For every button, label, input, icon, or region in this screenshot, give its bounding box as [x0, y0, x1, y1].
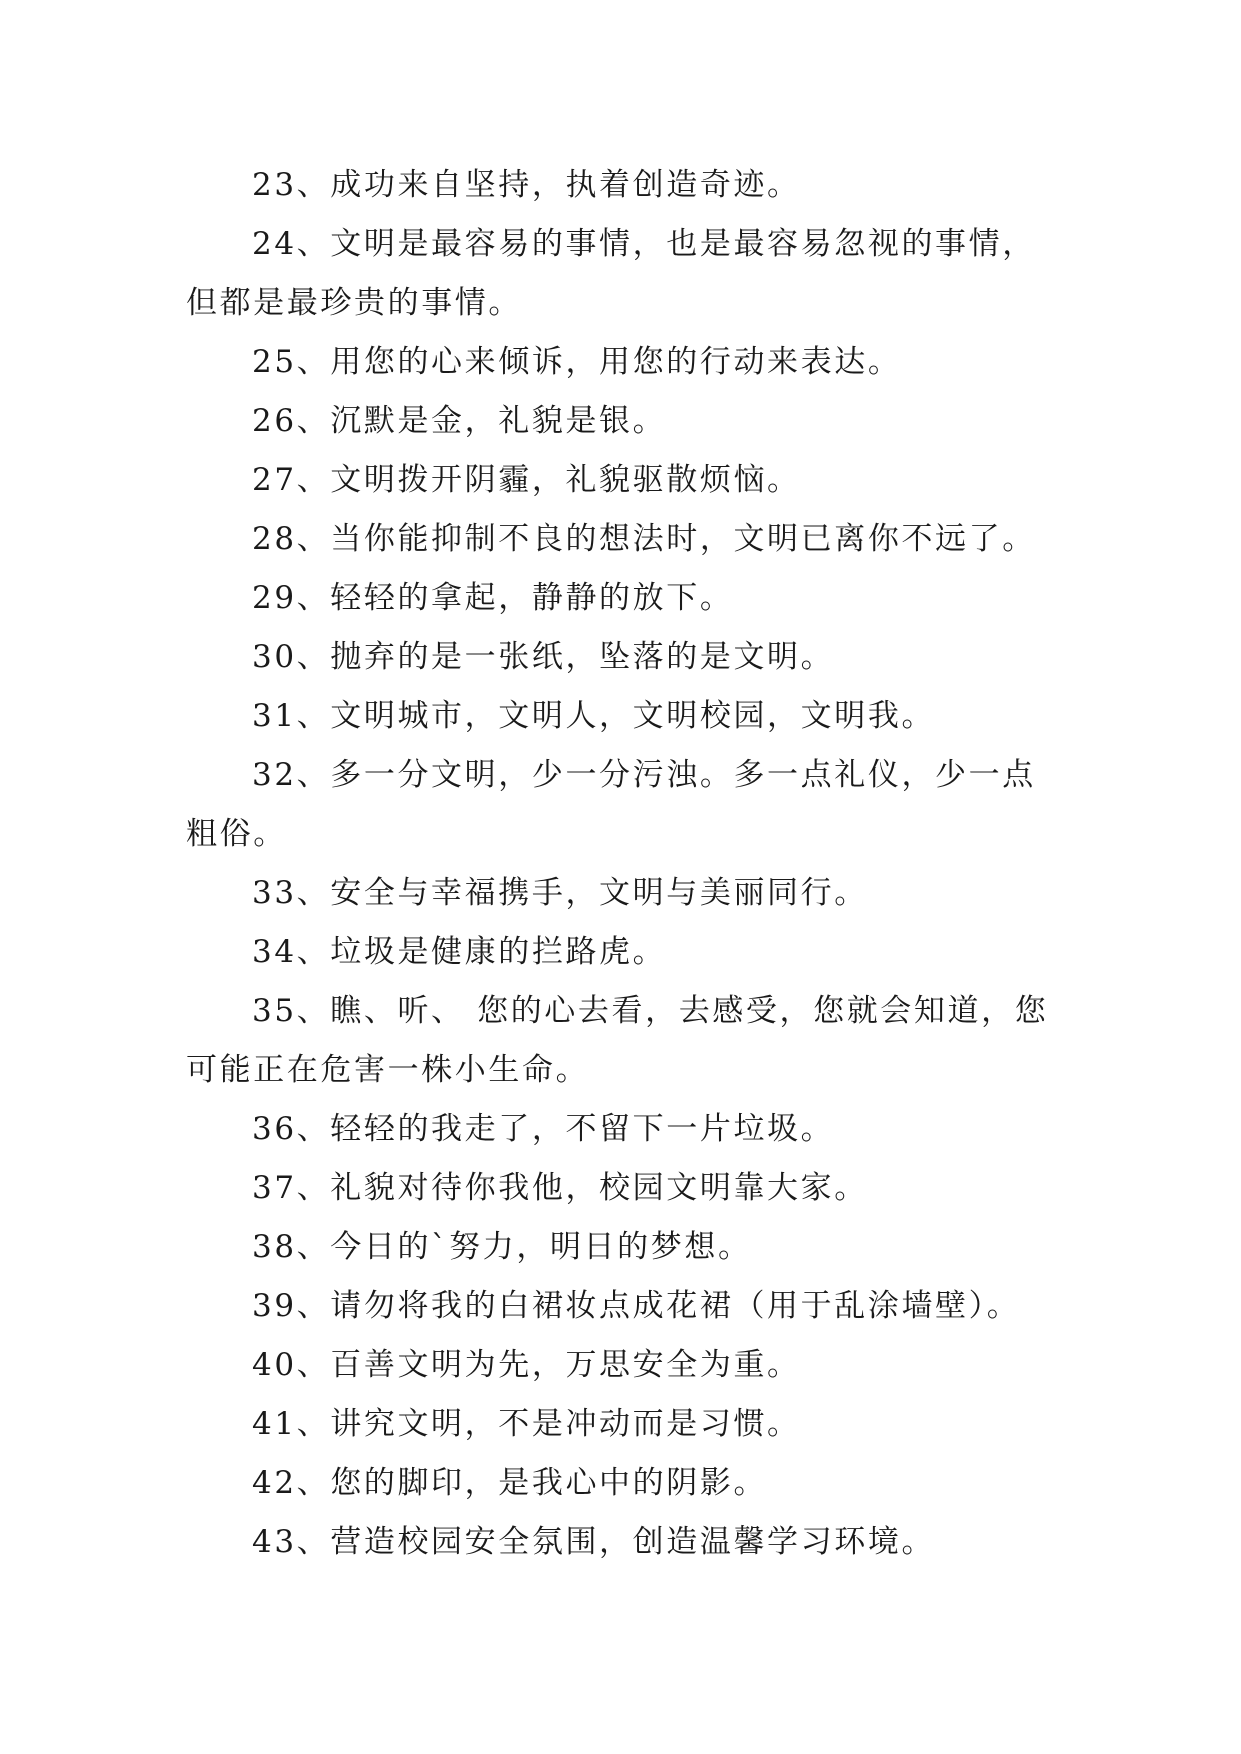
paragraph-36: 36、轻轻的我走了，不留下一片垃圾。: [252, 1111, 835, 1147]
paragraph-23: 23、成功来自坚持，执着创造奇迹。: [252, 167, 801, 203]
paragraph-37: 37、礼貌对待你我他，校园文明靠大家。: [252, 1170, 868, 1206]
paragraph-42: 42、您的脚印，是我心中的阴影。: [252, 1465, 768, 1501]
paragraph-30: 30、抛弃的是一张纸，坠落的是文明。: [252, 639, 835, 675]
paragraph-34: 34、垃圾是健康的拦路虎。: [252, 934, 667, 970]
paragraph-41: 41、讲究文明，不是冲动而是习惯。: [252, 1406, 801, 1442]
paragraph-33: 33、安全与幸福携手，文明与美丽同行。: [252, 875, 868, 911]
paragraph-31: 31、文明城市，文明人，文明校园，文明我。: [252, 698, 936, 734]
paragraph-28: 28、当你能抑制不良的想法时，文明已离你不远了。: [252, 521, 1036, 557]
paragraph-39: 39、请勿将我的白裙妆点成花裙（用于乱涂墙壁）。: [252, 1288, 1021, 1324]
paragraph-38: 38、今日的`努力，明日的梦想。: [252, 1229, 752, 1265]
paragraph-35: 35、瞧、听、 您的心去看，去感受，您就会知道，您可能正在危害一株小生命。: [186, 993, 1049, 1088]
paragraph-29: 29、轻轻的拿起，静静的放下。: [252, 580, 734, 616]
paragraph-26: 26、沉默是金，礼貌是银。: [252, 403, 667, 439]
paragraph-40: 40、百善文明为先，万思安全为重。: [252, 1347, 801, 1383]
paragraph-32: 32、多一分文明，少一分污浊。多一点礼仪，少一点粗俗。: [186, 757, 1036, 852]
paragraph-27: 27、文明拨开阴霾，礼貌驱散烦恼。: [252, 462, 801, 498]
paragraph-24: 24、文明是最容易的事情，也是最容易忽视的事情，但都是最珍贵的事情。: [186, 226, 1036, 321]
paragraph-25: 25、用您的心来倾诉，用您的行动来表达。: [252, 344, 902, 380]
paragraph-43: 43、营造校园安全氛围，创造温馨学习环境。: [252, 1524, 936, 1560]
document-body: [186, 156, 1056, 1572]
